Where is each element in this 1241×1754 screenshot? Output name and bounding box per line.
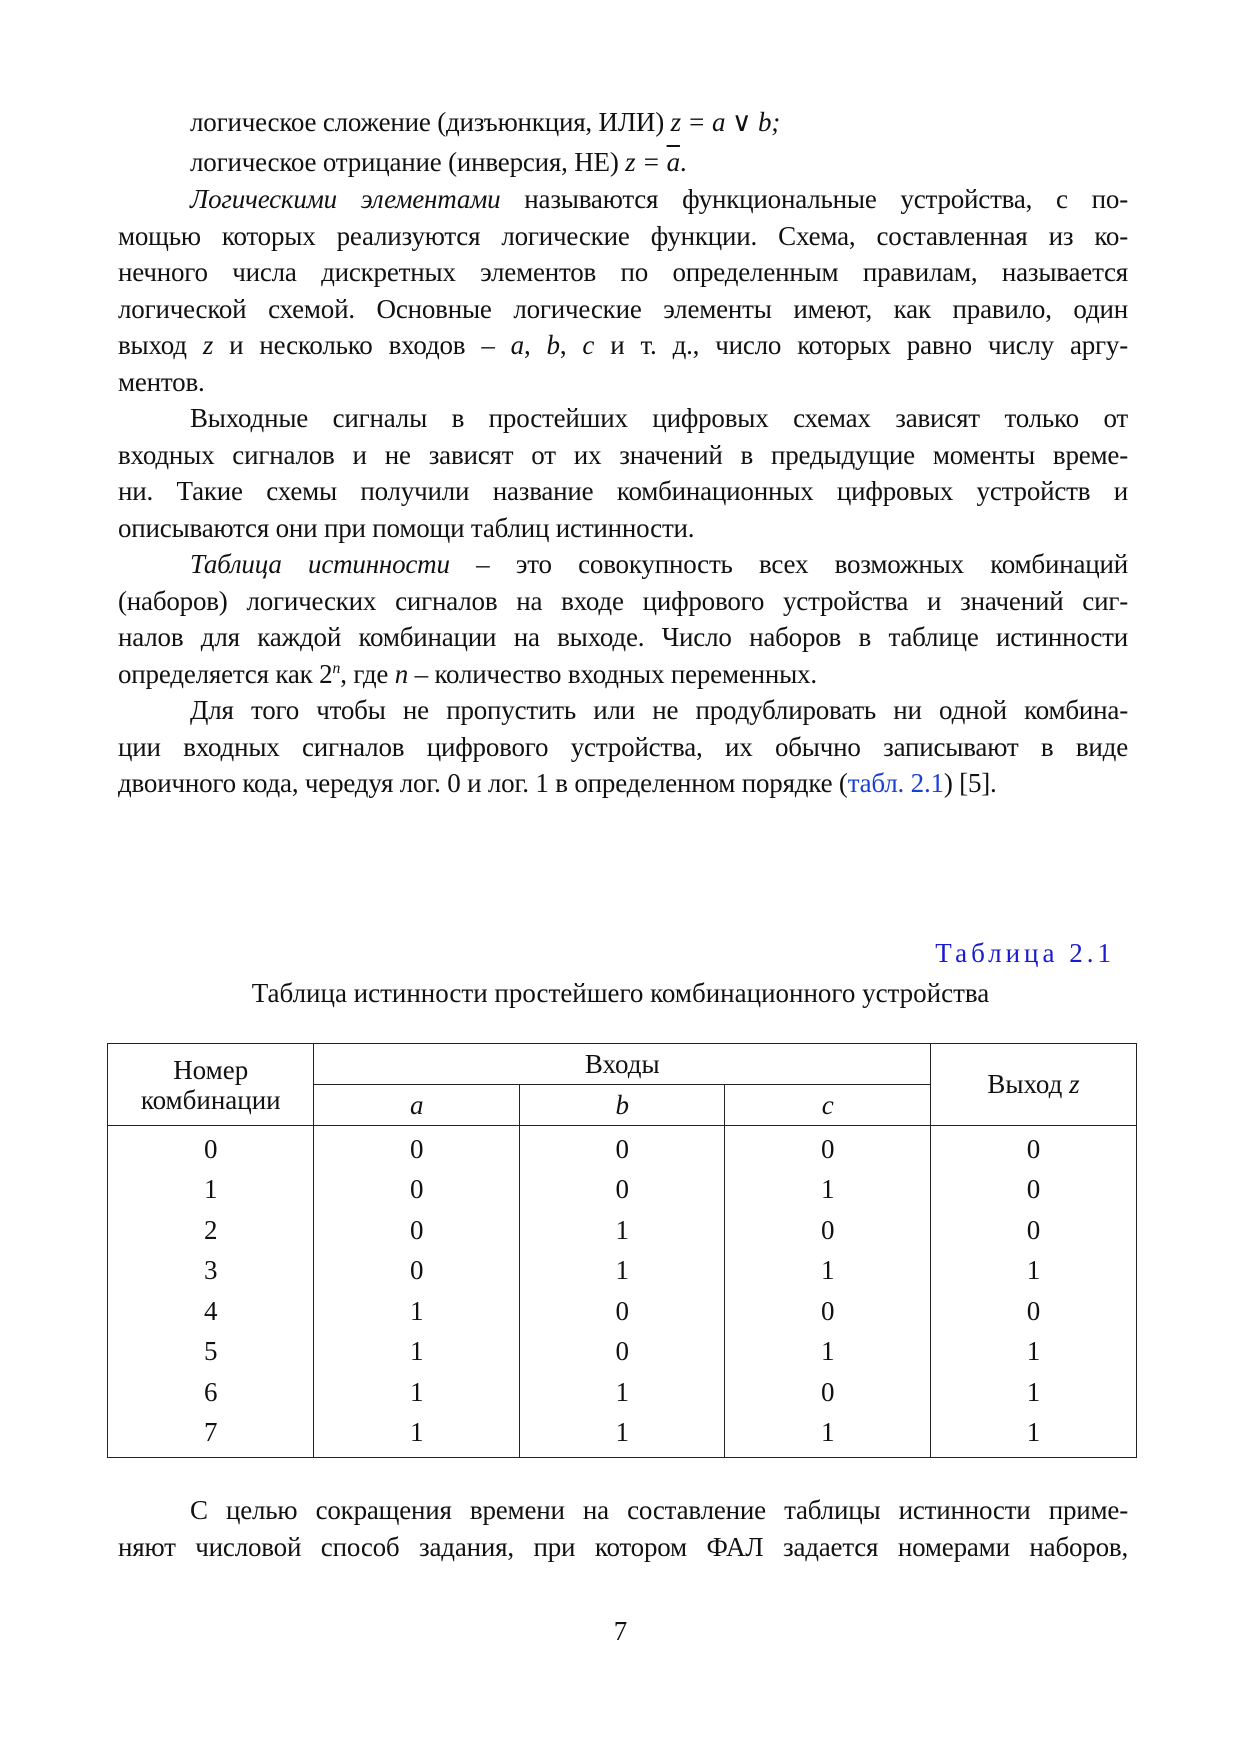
paragraph-2-line-3: ни. Такие схемы получили название комбинационных цифровых устройств и [118, 476, 1128, 506]
cell: 0 [519, 1126, 725, 1170]
paragraph-5-line-1: С целью сокращения времени на составление таблицы истинности приме- [190, 1495, 1128, 1525]
paragraph-2-line-4: описываются они при помощи таблиц истинности. [118, 513, 695, 543]
var-z: z [202, 330, 214, 360]
cell: 1 [725, 1413, 931, 1458]
cell: 1 [725, 1251, 931, 1292]
var-b: b [546, 330, 560, 360]
cell: 5 [108, 1332, 314, 1373]
table-row [108, 1291, 1137, 1332]
p1-l5-a: выход [118, 330, 203, 360]
cell: 1 [931, 1251, 1137, 1292]
table-number-label: Таблица 2.1 [935, 938, 1115, 968]
header-combination-number: Номер комбинации [108, 1044, 314, 1126]
cell: 0 [725, 1126, 931, 1170]
paragraph-2-line-1: Выходные сигналы в простейших цифровых схемах зависят только от [190, 403, 1128, 433]
exponent-n: n [332, 660, 341, 677]
var-n: n [394, 659, 409, 689]
cell: 0 [931, 1126, 1137, 1170]
truth-table [107, 1043, 1137, 1458]
cell: 1 [931, 1413, 1137, 1458]
table-row [108, 1413, 1137, 1458]
p3-l4-a: определяется как 2 [118, 659, 333, 689]
cell: 1 [519, 1210, 725, 1251]
cell: 0 [931, 1291, 1137, 1332]
output-var: z [1069, 1069, 1080, 1099]
p4-l3-a: двоичного кода, чередуя лог. 0 и лог. 1 в определенном порядке ( [118, 768, 848, 798]
cell: 1 [314, 1413, 520, 1458]
p1-l5-end: и т. д., число которых равно числу аргу- [594, 330, 1129, 360]
cell: 1 [725, 1170, 931, 1211]
cell: 0 [314, 1170, 520, 1211]
cell: 6 [108, 1372, 314, 1413]
p1-l5-comma1: , [523, 330, 547, 360]
negation-formula-var: $\overline{a}$ [666, 147, 680, 177]
paragraph-4-line-1: Для того чтобы не пропустить или не продублировать ни одной комбина- [190, 695, 1128, 725]
p3-l4-c: – количество входных переменных. [408, 659, 817, 689]
disjunction-formula: z = a ∨ b; [670, 107, 781, 137]
output-label: Выход [987, 1069, 1070, 1099]
paragraph-1-line-1 [190, 179, 1128, 220]
header-output [931, 1044, 1137, 1126]
p3-l1-text: – это совокупность всех возможных комбинаций [449, 549, 1128, 579]
paragraph-3-line-2: (наборов) логических сигналов на входе цифрового устройства и значений сиг- [118, 586, 1128, 616]
header-inputs: Входы [314, 1044, 931, 1085]
cell: 0 [108, 1126, 314, 1170]
cell: 1 [314, 1372, 520, 1413]
cell: 0 [931, 1210, 1137, 1251]
table-row [108, 1126, 1137, 1170]
paragraph-5-line-2: няют числовой способ задания, при котором ФАЛ задается номерами наборов, [118, 1532, 1128, 1562]
header-input-b: b [519, 1085, 725, 1126]
p1-l5-b: и несколько входов – [213, 330, 511, 360]
cell: 0 [314, 1210, 520, 1251]
cell: 1 [931, 1372, 1137, 1413]
cell: 0 [725, 1210, 931, 1251]
cell: 1 [314, 1332, 520, 1373]
cell: 0 [519, 1291, 725, 1332]
table-row [108, 1332, 1137, 1373]
cell: 1 [725, 1332, 931, 1373]
negation-text: логическое отрицание (инверсия, НЕ) [190, 147, 626, 177]
header-input-c: c [725, 1085, 931, 1126]
cell: 0 [519, 1332, 725, 1373]
cell: 0 [725, 1291, 931, 1332]
table-reference-link[interactable]: табл. 2.1 [847, 768, 944, 798]
disjunction-text: логическое сложение (дизъюнкция, ИЛИ) [190, 107, 671, 137]
cell: 3 [108, 1251, 314, 1292]
p1-l1-text: называются функциональные устройства, с по- [500, 184, 1128, 214]
paragraph-1-line-2: мощью которых реализуются логические функции. Схема, составленная из ко- [118, 221, 1128, 251]
paragraph-3-line-4 [118, 654, 1128, 695]
table-row [108, 1372, 1137, 1413]
paragraph-1-line-3: нечного числа дискретных элементов по определенным правилам, называется [118, 257, 1128, 287]
cell: 0 [314, 1126, 520, 1170]
definition-negation [190, 142, 1128, 183]
cell: 1 [519, 1372, 725, 1413]
cell: 0 [725, 1372, 931, 1413]
table-title: Таблица истинности простейшего комбинационного устройства [251, 978, 990, 1008]
p4-l3-b: ) [5]. [943, 768, 997, 798]
cell: 1 [519, 1413, 725, 1458]
paragraph-1-line-6: ментов. [118, 367, 205, 397]
cell: 1 [108, 1170, 314, 1211]
paragraph-1-line-5 [118, 325, 1128, 366]
term-truth-table: Таблица истинности [190, 549, 450, 579]
p3-l4-b: , где [340, 659, 395, 689]
cell: 7 [108, 1413, 314, 1458]
paragraph-4-line-2: ции входных сигналов цифрового устройства, их обычно записывают в виде [118, 732, 1128, 762]
table-row [108, 1170, 1137, 1211]
negation-formula-lhs: z = [625, 147, 667, 177]
term-logic-elements: Логическими элементами [190, 184, 501, 214]
cell: 0 [519, 1170, 725, 1211]
table-row [108, 1251, 1137, 1292]
paragraph-3-line-1 [190, 544, 1128, 585]
cell: 0 [931, 1170, 1137, 1211]
cell: 0 [314, 1251, 520, 1292]
paragraph-2-line-2: входных сигналов и не зависят от их значений в предыдущие моменты време- [118, 440, 1128, 470]
table-row [108, 1210, 1137, 1251]
cell: 1 [931, 1332, 1137, 1373]
cell: 4 [108, 1291, 314, 1332]
paragraph-1-line-4: логической схемой. Основные логические элементы имеют, как правило, один [118, 294, 1128, 324]
cell: 2 [108, 1210, 314, 1251]
paragraph-3-line-3: налов для каждой комбинации на выходе. Число наборов в таблице истинности [118, 622, 1128, 652]
negation-formula-end: . [679, 147, 687, 177]
var-a: a [510, 330, 524, 360]
header-input-a: a [314, 1085, 520, 1126]
page-number: 7 [613, 1616, 628, 1646]
cell: 1 [314, 1291, 520, 1332]
paragraph-4-line-3 [118, 763, 1128, 804]
definition-disjunction [190, 102, 1128, 143]
cell: 1 [519, 1251, 725, 1292]
p1-l5-comma2: , [559, 330, 583, 360]
var-c: c [582, 330, 595, 360]
